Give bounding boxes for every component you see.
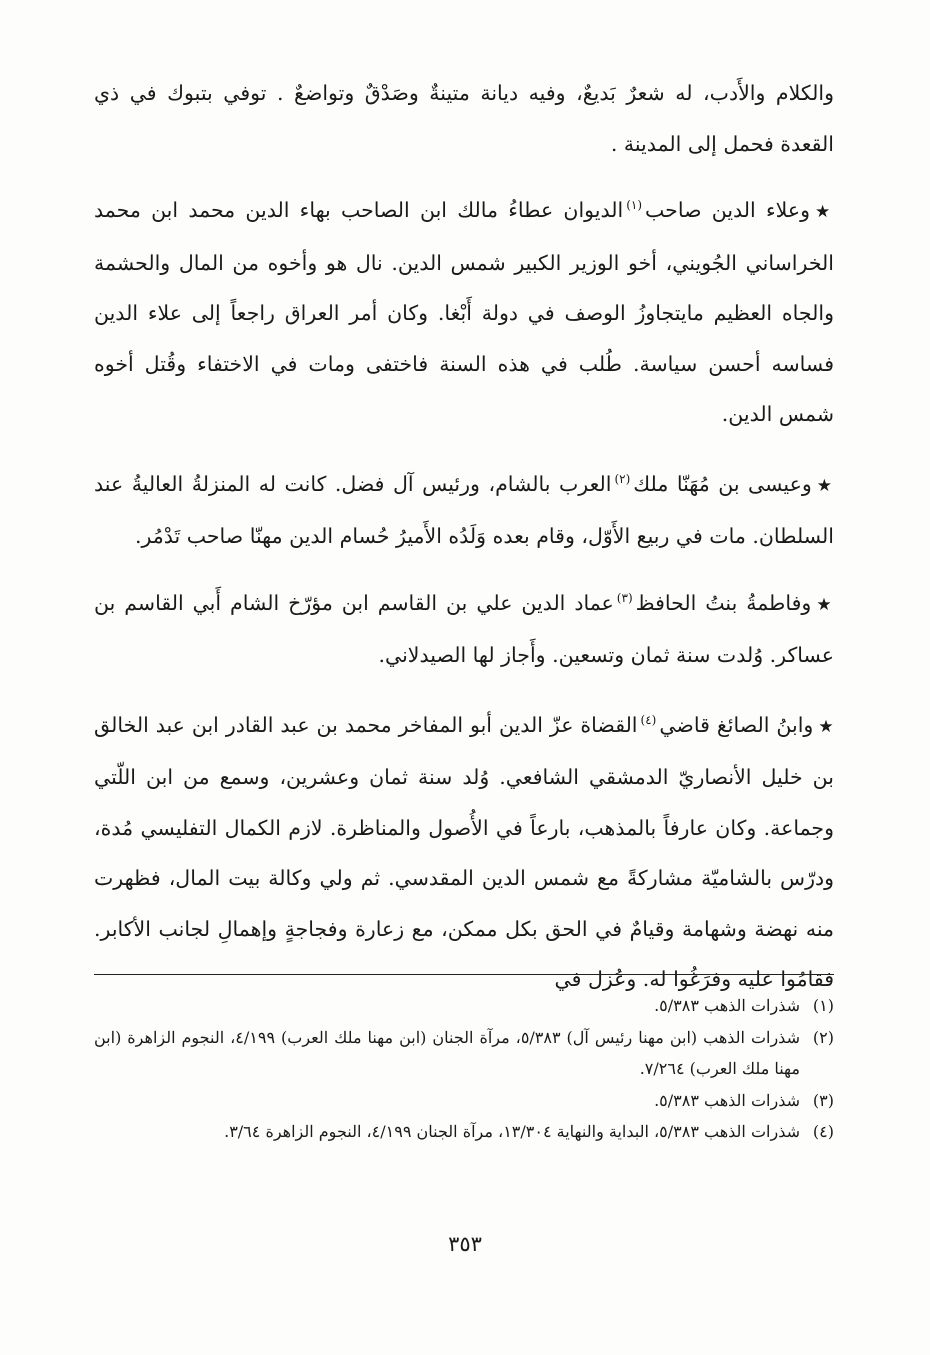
star-marker-icon: ★ — [818, 716, 835, 737]
page-number: ٣٥٣ — [448, 1232, 482, 1256]
footnote-number: (٣) — [812, 1090, 834, 1110]
paragraph-text: والكلام والأَدب، له شعرٌ بَديعٌ، وفيه ديانة متينةٌ وصَدْقٌ وتواضعٌ . توفي بتبوك في ذي القعدة فحمل إلى المدينة . — [94, 81, 834, 156]
entry-fatima — [94, 578, 834, 681]
footnote-text: شذرات الذهب ٥/٣٨٣. — [654, 996, 800, 1015]
footnote-ref-4[interactable]: (٤) — [640, 712, 657, 727]
footnote-ref-3[interactable]: (٣) — [616, 590, 633, 605]
entry-text-rest: القضاة عزّ الدين أبو المفاخر محمد بن عبد القادر ابن عبد الخالق بن خليل الأنصاريّ الدمشقي الشافعي. وُلد سنة ثمان وعشرين، وسمع من ابن اللّتي وجماعة. وكان عارفاً بالمذهب، بارعاً في الأُصول والمناظرة. لازم الكمال التفليسي مُدة، ودرّس بالشاميّة مشاركةً مع شمس الدين المقدسي. ثم ولي وكالة بيت المال، فظهرت منه نهضة وشهامة وقيامٌ في الحق بكل ممكن، مع زعارة وفجاجةٍ وإهمالِ لجانب الأكابر. فقامُوا عليه وفرَغُوا له. وعُزل في — [94, 712, 834, 991]
star-marker-icon: ★ — [816, 475, 834, 496]
footnote-text: شذرات الذهب (ابن مهنا رئيس آل) ٥/٣٨٣، مرآة الجنان (ابن مهنا ملك العرب) ٤/١٩٩، النجوم الزاهرة (ابن مهنا ملك العرب) ٧/٢٦٤. — [94, 1027, 800, 1078]
footnote-divider — [94, 974, 834, 975]
paragraph-continuation — [94, 68, 834, 169]
entry-text-rest: العرب بالشام، ورئيس آل فضل. كانت له المنزلةُ العاليةُ عند السلطان. مات في ربيع الأَوّل، وقام بعده وَلَدُه الأَميرُ حُسام الدين مهنّا صاحب تَدْمُر. — [94, 471, 834, 548]
footnote-1 — [94, 990, 834, 1022]
footnote-text: شذرات الذهب ٥/٣٨٣. — [654, 1090, 800, 1110]
entry-alaa-al-din — [94, 185, 834, 440]
footnote-4 — [94, 1116, 834, 1148]
footnote-ref-1[interactable]: (١) — [626, 198, 643, 213]
footnote-3 — [94, 1085, 834, 1117]
footnote-ref-2[interactable]: (٢) — [614, 471, 631, 486]
entry-text-start: وفاطمةُ بنتُ الحافظ — [635, 590, 812, 615]
entry-text-start: وعيسى بن مُهَنّا ملك — [633, 471, 812, 496]
star-marker-icon: ★ — [815, 202, 834, 222]
entry-text-rest: عماد الدين علي بن القاسم ابن مؤرّخ الشام أَبي القاسم بن عساكر. وُلدت سنة ثمان وتسعين. وأَجاز لها الصيدلاني. — [94, 590, 834, 667]
entry-text-start: وابنُ الصائغ قاضي — [659, 712, 814, 737]
footnote-number: (٤) — [812, 1122, 834, 1141]
entry-text-rest: الديوان عطاءُ مالك ابن الصاحب بهاء الدين محمد ابن محمد الخراساني الجُويني، أخو الوزير الكبير شمس الدين. نال هو وأخوه من المال والحشمة والجاه العظيم مايتجاوزُ الوصف في دولة أَبْغا. وكان أمر العراق راجعاً إلى علاء الدين فساسه أحسن سياسة. طُلب في هذه السنة فاختفى ومات في الاختفاء وقُتل أخوه شمس الدين. — [94, 198, 834, 426]
footnote-number: (١) — [812, 996, 834, 1015]
footnote-2 — [94, 1022, 834, 1085]
page-body — [94, 68, 834, 1005]
entry-text-start: وعلاء الدين صاحب — [645, 198, 810, 222]
entry-isa-bin-muhanna — [94, 459, 834, 562]
footnote-text: شذرات الذهب ٥/٣٨٣، البداية والنهاية ١٣/٣٠٤، مرآة الجنان ٤/١٩٩، النجوم الزاهرة ٣/٦٤. — [224, 1122, 800, 1141]
star-marker-icon: ★ — [816, 594, 834, 615]
footnotes-section — [94, 990, 834, 1148]
entry-ibn-al-saigh — [94, 700, 834, 1005]
footnote-number: (٢) — [812, 1027, 834, 1047]
